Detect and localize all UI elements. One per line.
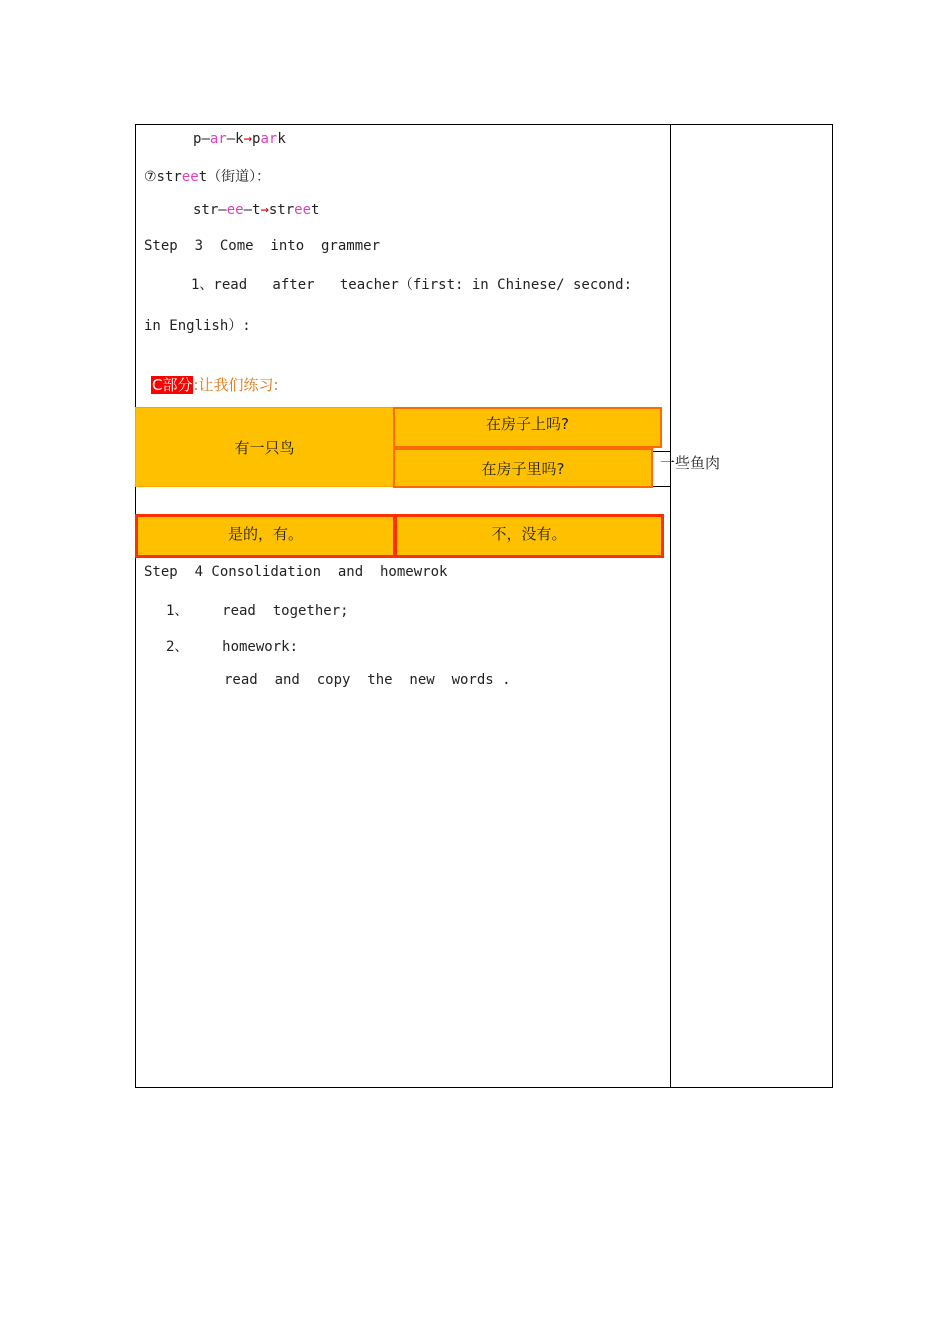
box-on-house	[393, 407, 662, 448]
street-title: ⑦street（街道）：	[144, 169, 271, 185]
step3-heading: Step 3 Come into grammer	[144, 238, 381, 254]
in-english-line: in English）:	[144, 318, 251, 334]
section-c-title: :让我们练习:	[193, 376, 279, 394]
column-divider	[670, 124, 671, 1088]
section-c-label	[151, 374, 279, 395]
box-bird-text: 有一只鸟	[234, 438, 295, 457]
box-no-text: 不，没有。	[491, 525, 567, 543]
homework-item-2: 2、 homework:	[166, 639, 299, 655]
box-no	[394, 514, 664, 558]
box-in-house	[393, 448, 653, 488]
step4-heading: Step 4 Consolidation and homewrok	[144, 564, 448, 580]
homework-item-3: read and copy the new words .	[224, 672, 511, 688]
fish-label: 一些鱼肉	[660, 454, 721, 472]
read-after-teacher-line: 1、read after teacher（first: in Chinese/ second:	[191, 277, 633, 293]
box-yes-text: 是的，有。	[227, 525, 303, 543]
box-yes	[135, 514, 396, 558]
box-in-house-text: 在房子里吗?	[481, 459, 565, 478]
homework-item-1: 1、 read together;	[166, 603, 349, 619]
box-on-house-text: 在房子上吗?	[486, 415, 569, 433]
box-bird	[135, 407, 394, 487]
park-spelling-line: p—ar—k→park	[193, 131, 286, 147]
section-c-red-label: C部分	[152, 376, 193, 394]
street-spelling-line: str—ee—t→street	[193, 202, 320, 218]
